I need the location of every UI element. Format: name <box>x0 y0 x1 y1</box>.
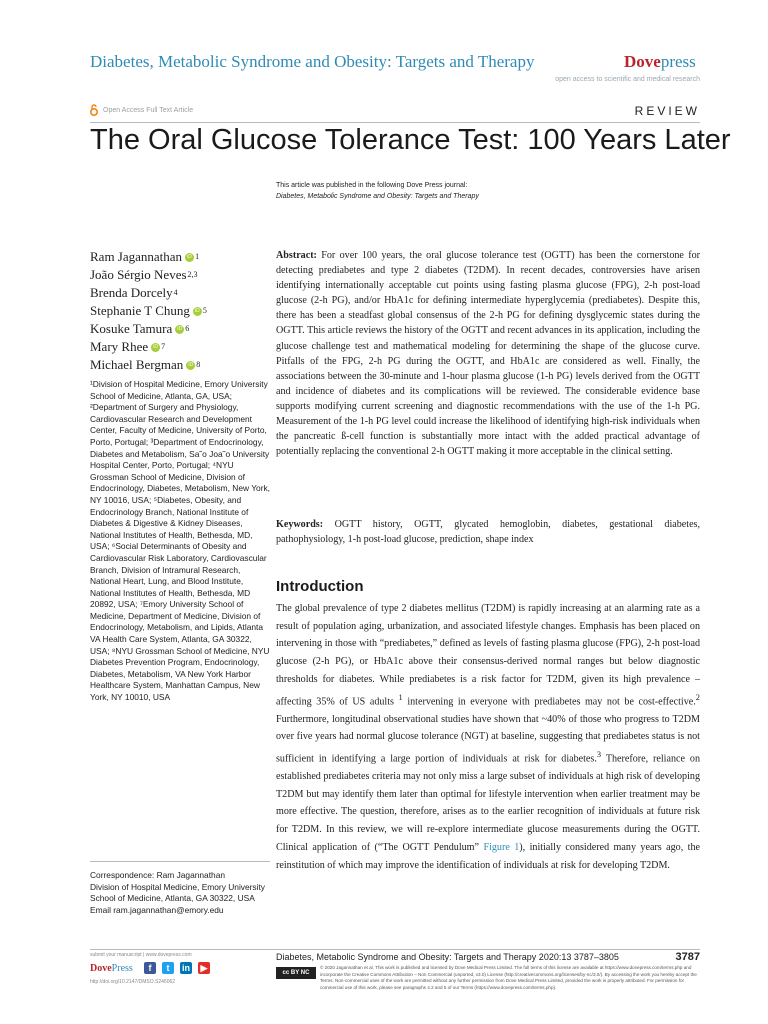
open-access-icon <box>89 104 99 116</box>
author-item <box>90 338 207 356</box>
article-type: REVIEW <box>634 104 700 118</box>
reference-3[interactable]: 3 <box>596 749 602 759</box>
publication-note-journal: Diabetes, Metabolic Syndrome and Obesity: Targets and Therapy <box>276 193 479 200</box>
page-number: 3787 <box>675 951 700 963</box>
submit-manuscript-link[interactable]: submit your manuscript | www.dovepress.com <box>90 952 192 958</box>
introduction-heading: Introduction <box>276 578 364 595</box>
youtube-icon[interactable]: ▶ <box>198 962 210 974</box>
orcid-icon[interactable]: iD <box>186 361 195 370</box>
author-item <box>90 266 207 284</box>
introduction-body: The global prevalence of type 2 diabetes mellitus (T2DM) is rapidly increasing at an alarming rate as a result of population aging, urbanization, and associated lifestyle changes. Emphasis has been placed on intervening in those with “prediabetes,” defined as levels of fasting plasma glucose (FPG), 2-h post-load glucose (2-h PG), or HbA1c above their consensus-derived normal ranges but below diagnostic thresholds for diabetes. While prediabetes is a risk factor for T2DM, given its high prevalence – affecting 35% of US adults $^1$ intervening in everyone with prediabetes may not be cost-effective.$^2$ Furthermore, longitudinal observational studies have shown that ~40% of those who progress to T2DM over five years had normal glucose tolerance (NGT) at baseline, suggesting that prediabetes status is not sufficient in identifying a large portion of individuals at risk for diabetes.$^3$ Therefore, reliance on established prediabetes criteria may not only miss a large subset of individuals at high risk of developing T2DM but may identify them later than optimal for lifestyle intervention when earlier treatment may be more effective. The question, therefore, arises as to the earlier recognition of individuals at future risk for T2DM. In this review, we will re-explore intermediate glucose measurements during the OGTT. Clinical application of (“The OGTT Pendulum” Figure 1), initially considered many years ago, the reinstitution of which may improve the identification of individuals at risk for developing T2DM. <box>276 603 700 871</box>
publication-note-line1: This article was published in the following Dove Press journal: <box>276 182 468 189</box>
publication-note <box>276 180 479 202</box>
doi-link[interactable]: http://doi.org/10.2147/DMSO.S246062 <box>90 979 176 985</box>
header-divider <box>90 122 700 123</box>
author-item <box>90 248 207 266</box>
figure-1-link[interactable]: Figure 1 <box>483 841 520 853</box>
correspondence-address: Division of Hospital Medicine, Emory University School of Medicine, Atlanta, GA 30322, USA <box>90 881 265 904</box>
keywords-label: Keywords: <box>276 519 324 530</box>
author-item <box>90 302 207 320</box>
correspondence <box>90 870 270 916</box>
author-affiliation-mark: 5 <box>202 306 207 315</box>
license-text: © 2020 Jagannathan et al. This work is published and licensed by Dove Medical Press Limited. The full terms of this license are available at https://www.dovepress.com/terms.php and incorporate the Creative Commons Attribution – Non Commercial (unported, v3.0) License (http://creativecommons.org/licenses/by-nc/3.0/). By accessing the work you hereby accept the Terms. Non-commercial uses of the work are permitted without any further permission from Dove Medical Press Limited, provided the work is properly attributed. For permission for commercial use of this work, please see paragraphs 4.2 and 5 of our Terms (https://www.dovepress.com/terms.php). <box>320 965 697 990</box>
author-item <box>90 356 207 374</box>
author-affiliation-mark: 8 <box>196 360 201 369</box>
author-list <box>90 248 207 374</box>
author-affiliation-mark: 1 <box>195 252 200 261</box>
author-name: João Sérgio Neves <box>90 267 187 282</box>
author-affiliation-mark: 4 <box>173 288 178 297</box>
author-name: Mary Rhee <box>90 339 149 354</box>
open-access-label <box>89 104 193 116</box>
orcid-icon[interactable]: iD <box>175 325 184 334</box>
article-title: The Oral Glucose Tolerance Test: 100 Years Later <box>90 124 731 156</box>
author-name: Kosuke Tamura <box>90 321 173 336</box>
orcid-icon[interactable]: iD <box>193 307 202 316</box>
twitter-icon[interactable]: t <box>162 962 174 974</box>
author-affiliation-mark: 2,3 <box>187 270 198 279</box>
open-access-text: Open Access Full Text Article <box>103 106 194 114</box>
author-item <box>90 320 207 338</box>
cc-license-badge[interactable]: cc BY NC <box>276 967 316 979</box>
orcid-icon[interactable]: iD <box>185 253 194 262</box>
reference-1[interactable]: 1 <box>398 692 403 702</box>
abstract-label: Abstract: <box>276 250 317 261</box>
social-links <box>144 962 210 974</box>
author-name: Michael Bergman <box>90 357 184 372</box>
author-name: Stephanie T Chung <box>90 303 190 318</box>
footer-citation: Diabetes, Metabolic Syndrome and Obesity: Targets and Therapy 2020:13 3787–3805 <box>276 952 619 962</box>
keywords-text: OGTT history, OGTT, glycated hemoglobin, diabetes, gestational diabetes, pathophysiology, 1-h post-load glucose, prediction, shape index <box>276 519 700 546</box>
correspondence-email[interactable]: Email ram.jagannathan@emory.edu <box>90 904 224 915</box>
abstract <box>276 248 700 459</box>
footer-divider <box>90 949 700 950</box>
publisher-tagline: open access to scientific and medical research <box>555 76 700 83</box>
orcid-icon[interactable]: iD <box>151 343 160 352</box>
correspondence-divider <box>90 861 270 862</box>
footer-publisher-logo: DovePress <box>90 963 133 974</box>
correspondence-name: Correspondence: Ram Jagannathan <box>90 870 226 880</box>
facebook-icon[interactable]: f <box>144 962 156 974</box>
author-name: Brenda Dorcely <box>90 285 173 300</box>
abstract-text: For over 100 years, the oral glucose tolerance test (OGTT) has been the cornerstone for detecting prediabetes and type 2 diabetes (T2DM). In recent decades, controversies have arisen identifying internationally acceptable cut points using fasting plasma glucose (FPG), 2-h post-load glucose (2-h PG), and/or HbA1c for defining intermediate hyperglycemia (prediabetes). Despite this, there has been a steadfast global consensus of the 2-h PG for defining dysglycemic states during the OGTT. This article reviews the history of the OGTT and recent advances in its application, including the glucose challenge test and mathematical modeling for determining the shape of the glucose curve. Pitfalls of the FPG, 2-h PG during the OGTT, and HbA1c are considered as well. Finally, the associations between the 30-minute and 1-hour plasma glucose (1-h PG) levels derived from the OGTT and incidence of diabetes and its complications will be reviewed. The considerable evidence base supports modifying current screening and diagnostic recommendations with the use of the 1-h PG. Measurement of the 1-h PG level could increase the likelihood of identifying high-risk individuals when the pancreatic ß-cell function is substantially more intact with the added practical advantage of potentially replacing the conventional 2-h OGTT making it more acceptable in the clinical setting. <box>276 250 700 458</box>
linkedin-icon[interactable]: in <box>182 963 190 973</box>
affiliations: ¹Division of Hospital Medicine, Emory University School of Medicine, Atlanta, GA, USA; ²Department of Surgery and Physiology, Cardiovascular Research and Development Center, Faculty of Medicine, University of Porto, Porto, Portugal; ³Department of Endocrinology, Diabetes and Metabolism, Sa˜o Joa˜o University Hospital Center, Porto, Portugal; ⁴NYU Grossman School of Medicine, Division of Endocrinology, Diabetes, Metabolism, New York, NY 10016, USA; ⁵Diabetes, Obesity, and Endocrinology Branch, National Institute of Diabetes & Digestive & Kidney Diseases, National Institutes of Health, Bethesda, MD, USA; ⁶Social Determinants of Obesity and Cardiovascular Risk Laboratory, Cardiovascular Branch, Division of Intramural Research, National Heart, Lung, and Blood Institute, National Institutes of Health, Bethesda, MD 20892, USA; ⁷Emory University School of Medicine, Department of Medicine, Division of Endocrinology, Metabolism, and Lipids, Atlanta VA Health Care System, Atlanta, GA 30322, USA; ⁸NYU Grossman School of Medicine, NYU Diabetes Prevention Program, Endocrinology, Diabetes, Metabolism, VA New York Harbor Healthcare System, Manhattan Campus, New York, NY 10010, USA <box>90 379 270 703</box>
author-item <box>90 284 207 302</box>
journal-title: Diabetes, Metabolic Syndrome and Obesity: Targets and Therapy <box>90 52 535 71</box>
author-affiliation-mark: 6 <box>185 324 190 333</box>
keywords <box>276 517 700 547</box>
author-affiliation-mark: 7 <box>161 342 166 351</box>
reference-2[interactable]: 2 <box>695 692 700 702</box>
publisher-logo: Dovepress <box>624 52 696 71</box>
author-name: Ram Jagannathan <box>90 249 183 264</box>
